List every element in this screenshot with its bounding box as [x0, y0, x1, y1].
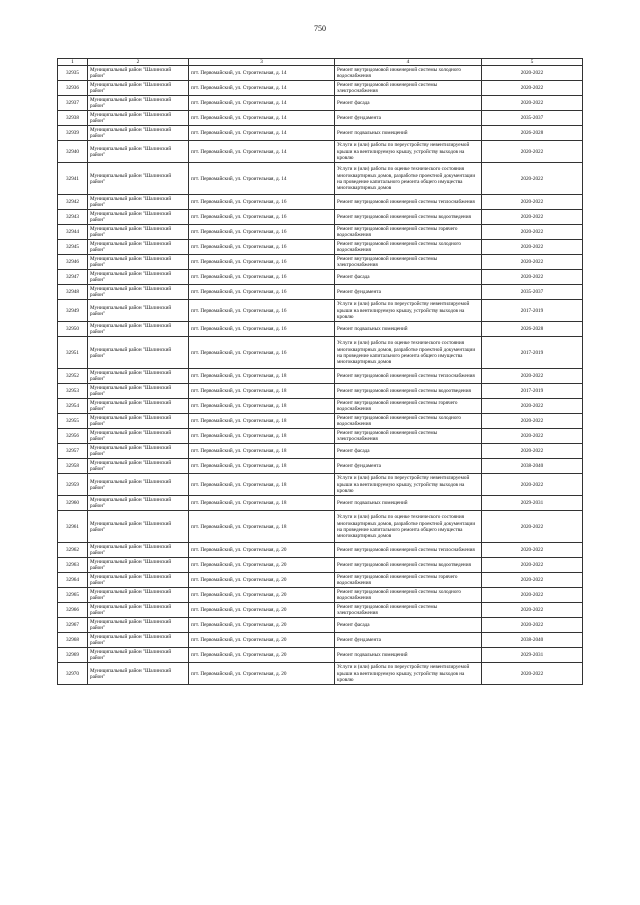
table-row [58, 225, 583, 240]
period-cell: 2020-2022 [482, 558, 583, 573]
work-type-cell: Услуги и (или) работы по переустройству невентилируемой крыши на вентилируемую крышу, устройству выходов на кровлю [335, 474, 482, 496]
work-type-cell: Услуги и (или) работы по оценке технического состояния многоквартирных домов, разработке проектной документации на проведение капитального ремонта общего имущества многоквартирных домов [335, 337, 482, 369]
period-cell: 2035-2037 [482, 285, 583, 300]
table-row [58, 444, 583, 459]
row-number-cell: 32966 [58, 603, 88, 618]
address-cell: пгт. Первомайский, ул. Строительная, д. 18 [189, 511, 335, 543]
table-row [58, 163, 583, 195]
municipality-cell: Муниципальный район "Шалинский район" [88, 384, 189, 399]
period-cell: 2020-2022 [482, 81, 583, 96]
work-type-cell: Ремонт внутридомовой инженерной системы электроснабжения [335, 255, 482, 270]
table-row [58, 474, 583, 496]
municipality-cell: Муниципальный район "Шалинский район" [88, 648, 189, 663]
period-cell: 2020-2022 [482, 588, 583, 603]
municipality-cell: Муниципальный район "Шалинский район" [88, 573, 189, 588]
address-cell: пгт. Первомайский, ул. Строительная, д. 14 [189, 81, 335, 96]
municipality-cell: Муниципальный район "Шалинский район" [88, 414, 189, 429]
row-number-cell: 32947 [58, 270, 88, 285]
table-row [58, 543, 583, 558]
municipality-cell: Муниципальный район "Шалинский район" [88, 663, 189, 685]
row-number-cell: 32964 [58, 573, 88, 588]
municipality-cell: Муниципальный район "Шалинский район" [88, 496, 189, 511]
municipality-cell: Муниципальный район "Шалинский район" [88, 270, 189, 285]
municipality-cell: Муниципальный район "Шалинский район" [88, 81, 189, 96]
table-row [58, 429, 583, 444]
table-row [58, 414, 583, 429]
municipality-cell: Муниципальный район "Шалинский район" [88, 66, 189, 81]
municipality-cell: Муниципальный район "Шалинский район" [88, 111, 189, 126]
table-row [58, 322, 583, 337]
work-type-cell: Услуги и (или) работы по переустройству невентилируемой крыши на вентилируемую крышу, устройству выходов на кровлю [335, 300, 482, 322]
period-cell: 2026-2028 [482, 126, 583, 141]
table-row [58, 195, 583, 210]
address-cell: пгт. Первомайский, ул. Строительная, д. 18 [189, 414, 335, 429]
row-number-cell: 32970 [58, 663, 88, 685]
address-cell: пгт. Первомайский, ул. Строительная, д. 18 [189, 474, 335, 496]
address-cell: пгт. Первомайский, ул. Строительная, д. 20 [189, 603, 335, 618]
municipality-cell: Муниципальный район "Шалинский район" [88, 543, 189, 558]
period-cell: 2020-2022 [482, 163, 583, 195]
address-cell: пгт. Первомайский, ул. Строительная, д. 16 [189, 337, 335, 369]
municipality-cell: Муниципальный район "Шалинский район" [88, 399, 189, 414]
address-cell: пгт. Первомайский, ул. Строительная, д. 20 [189, 633, 335, 648]
work-type-cell: Ремонт фундамента [335, 459, 482, 474]
work-type-cell: Ремонт подвальных помещений [335, 126, 482, 141]
table-row [58, 399, 583, 414]
period-cell: 2020-2022 [482, 255, 583, 270]
address-cell: пгт. Первомайский, ул. Строительная, д. 18 [189, 399, 335, 414]
address-cell: пгт. Первомайский, ул. Строительная, д. 14 [189, 96, 335, 111]
municipality-cell: Муниципальный район "Шалинский район" [88, 459, 189, 474]
address-cell: пгт. Первомайский, ул. Строительная, д. 20 [189, 648, 335, 663]
address-cell: пгт. Первомайский, ул. Строительная, д. 16 [189, 270, 335, 285]
period-cell: 2020-2022 [482, 663, 583, 685]
table-row [58, 633, 583, 648]
address-cell: пгт. Первомайский, ул. Строительная, д. 18 [189, 369, 335, 384]
page-number: 750 [314, 24, 326, 33]
address-cell: пгт. Первомайский, ул. Строительная, д. 16 [189, 255, 335, 270]
row-number-cell: 32944 [58, 225, 88, 240]
period-cell: 2020-2022 [482, 429, 583, 444]
column-header-1: 1 [58, 59, 88, 66]
period-cell: 2017-2019 [482, 384, 583, 399]
period-cell: 2035-2037 [482, 111, 583, 126]
address-cell: пгт. Первомайский, ул. Строительная, д. 18 [189, 384, 335, 399]
work-type-cell: Ремонт фасада [335, 444, 482, 459]
period-cell: 2020-2022 [482, 543, 583, 558]
work-type-cell: Ремонт внутридомовой инженерной системы водоотведения [335, 384, 482, 399]
period-cell: 2020-2022 [482, 603, 583, 618]
period-cell: 2020-2022 [482, 444, 583, 459]
work-type-cell: Ремонт внутридомовой инженерной системы электроснабжения [335, 81, 482, 96]
work-type-cell: Ремонт внутридомовой инженерной системы горячего водоснабжения [335, 225, 482, 240]
municipality-cell: Муниципальный район "Шалинский район" [88, 240, 189, 255]
municipality-cell: Муниципальный район "Шалинский район" [88, 558, 189, 573]
row-number-cell: 32963 [58, 558, 88, 573]
table-row [58, 459, 583, 474]
table-row [58, 111, 583, 126]
work-type-cell: Ремонт внутридомовой инженерной системы водоотведения [335, 558, 482, 573]
work-type-cell: Услуги и (или) работы по переустройству невентилируемой крыши на вентилируемую крышу, устройству выходов на кровлю [335, 663, 482, 685]
period-cell: 2020-2022 [482, 369, 583, 384]
period-cell: 2020-2022 [482, 618, 583, 633]
table-row [58, 663, 583, 685]
period-cell: 2020-2022 [482, 195, 583, 210]
municipality-cell: Муниципальный район "Шалинский район" [88, 322, 189, 337]
municipality-cell: Муниципальный район "Шалинский район" [88, 337, 189, 369]
work-type-cell: Услуги и (или) работы по оценке технического состояния многоквартирных домов, разработке проектной документации на проведение капитального ремонта общего имущества многоквартирных домов [335, 163, 482, 195]
table-row [58, 337, 583, 369]
row-number-cell: 32965 [58, 588, 88, 603]
municipality-cell: Муниципальный район "Шалинский район" [88, 588, 189, 603]
table-row [58, 618, 583, 633]
municipality-cell: Муниципальный район "Шалинский район" [88, 96, 189, 111]
municipality-cell: Муниципальный район "Шалинский район" [88, 633, 189, 648]
work-type-cell: Ремонт подвальных помещений [335, 322, 482, 337]
column-header-4: 4 [335, 59, 482, 66]
row-number-cell: 32953 [58, 384, 88, 399]
row-number-cell: 32954 [58, 399, 88, 414]
municipality-cell: Муниципальный район "Шалинский район" [88, 369, 189, 384]
municipality-cell: Муниципальный район "Шалинский район" [88, 603, 189, 618]
address-cell: пгт. Первомайский, ул. Строительная, д. 18 [189, 429, 335, 444]
table-row [58, 255, 583, 270]
table-row [58, 96, 583, 111]
work-type-cell: Ремонт внутридомовой инженерной системы электроснабжения [335, 603, 482, 618]
table-row [58, 240, 583, 255]
address-cell: пгт. Первомайский, ул. Строительная, д. 20 [189, 663, 335, 685]
table-row [58, 210, 583, 225]
row-number-cell: 32957 [58, 444, 88, 459]
address-cell: пгт. Первомайский, ул. Строительная, д. 20 [189, 588, 335, 603]
municipality-cell: Муниципальный район "Шалинский район" [88, 474, 189, 496]
row-number-cell: 32961 [58, 511, 88, 543]
column-header-2: 2 [88, 59, 189, 66]
period-cell: 2029-2031 [482, 496, 583, 511]
row-number-cell: 32956 [58, 429, 88, 444]
period-cell: 2020-2022 [482, 141, 583, 163]
table-body [58, 66, 583, 685]
period-cell: 2020-2022 [482, 511, 583, 543]
work-type-cell: Услуги и (или) работы по оценке технического состояния многоквартирных домов, разработке проектной документации на проведение капитального ремонта общего имущества многоквартирных домов [335, 511, 482, 543]
period-cell: 2029-2031 [482, 648, 583, 663]
period-cell: 2038-2040 [482, 633, 583, 648]
table-row [58, 300, 583, 322]
municipality-cell: Муниципальный район "Шалинский район" [88, 300, 189, 322]
period-cell: 2017-2019 [482, 337, 583, 369]
work-type-cell: Ремонт внутридомовой инженерной системы теплоснабжения [335, 195, 482, 210]
row-number-cell: 32940 [58, 141, 88, 163]
table-row [58, 369, 583, 384]
period-cell: 2020-2022 [482, 474, 583, 496]
address-cell: пгт. Первомайский, ул. Строительная, д. 16 [189, 285, 335, 300]
table-header-row [58, 59, 583, 66]
address-cell: пгт. Первомайский, ул. Строительная, д. 16 [189, 210, 335, 225]
work-type-cell: Ремонт внутридомовой инженерной системы холодного водоснабжения [335, 240, 482, 255]
row-number-cell: 32942 [58, 195, 88, 210]
row-number-cell: 32943 [58, 210, 88, 225]
work-type-cell: Ремонт внутридомовой инженерной системы горячего водоснабжения [335, 573, 482, 588]
row-number-cell: 32949 [58, 300, 88, 322]
address-cell: пгт. Первомайский, ул. Строительная, д. 20 [189, 618, 335, 633]
period-cell: 2020-2022 [482, 210, 583, 225]
address-cell: пгт. Первомайский, ул. Строительная, д. 20 [189, 573, 335, 588]
table-row [58, 384, 583, 399]
address-cell: пгт. Первомайский, ул. Строительная, д. 18 [189, 444, 335, 459]
table-row [58, 603, 583, 618]
row-number-cell: 32952 [58, 369, 88, 384]
work-type-cell: Ремонт подвальных помещений [335, 496, 482, 511]
municipality-cell: Муниципальный район "Шалинский район" [88, 444, 189, 459]
table-row [58, 141, 583, 163]
column-header-3: 3 [189, 59, 335, 66]
address-cell: пгт. Первомайский, ул. Строительная, д. 20 [189, 558, 335, 573]
row-number-cell: 32948 [58, 285, 88, 300]
address-cell: пгт. Первомайский, ул. Строительная, д. 16 [189, 225, 335, 240]
municipality-cell: Муниципальный район "Шалинский район" [88, 163, 189, 195]
address-cell: пгт. Первомайский, ул. Строительная, д. 18 [189, 459, 335, 474]
row-number-cell: 32969 [58, 648, 88, 663]
row-number-cell: 32959 [58, 474, 88, 496]
municipality-cell: Муниципальный район "Шалинский район" [88, 255, 189, 270]
table-row [58, 81, 583, 96]
row-number-cell: 32967 [58, 618, 88, 633]
work-type-cell: Ремонт внутридомовой инженерной системы теплоснабжения [335, 369, 482, 384]
row-number-cell: 32937 [58, 96, 88, 111]
period-cell: 2020-2022 [482, 270, 583, 285]
address-cell: пгт. Первомайский, ул. Строительная, д. 16 [189, 195, 335, 210]
table-row [58, 558, 583, 573]
work-type-cell: Ремонт внутридомовой инженерной системы холодного водоснабжения [335, 414, 482, 429]
municipality-cell: Муниципальный район "Шалинский район" [88, 429, 189, 444]
work-type-cell: Ремонт подвальных помещений [335, 648, 482, 663]
address-cell: пгт. Первомайский, ул. Строительная, д. 18 [189, 496, 335, 511]
row-number-cell: 32938 [58, 111, 88, 126]
work-type-cell: Ремонт фундамента [335, 633, 482, 648]
work-type-cell: Ремонт фасада [335, 96, 482, 111]
row-number-cell: 32939 [58, 126, 88, 141]
work-type-cell: Ремонт фасада [335, 270, 482, 285]
row-number-cell: 32935 [58, 66, 88, 81]
table-row [58, 270, 583, 285]
work-type-cell: Ремонт внутридомовой инженерной системы холодного водоснабжения [335, 66, 482, 81]
work-type-cell: Ремонт внутридомовой инженерной системы горячего водоснабжения [335, 399, 482, 414]
work-type-cell: Ремонт внутридомовой инженерной системы холодного водоснабжения [335, 588, 482, 603]
row-number-cell: 32941 [58, 163, 88, 195]
period-cell: 2020-2022 [482, 573, 583, 588]
row-number-cell: 32945 [58, 240, 88, 255]
period-cell: 2020-2022 [482, 414, 583, 429]
address-cell: пгт. Первомайский, ул. Строительная, д. 20 [189, 543, 335, 558]
period-cell: 2020-2022 [482, 399, 583, 414]
address-cell: пгт. Первомайский, ул. Строительная, д. 14 [189, 163, 335, 195]
table-row [58, 496, 583, 511]
work-type-cell: Ремонт фундамента [335, 285, 482, 300]
municipality-cell: Муниципальный район "Шалинский район" [88, 618, 189, 633]
period-cell: 2020-2022 [482, 240, 583, 255]
table-row [58, 285, 583, 300]
row-number-cell: 32962 [58, 543, 88, 558]
row-number-cell: 32955 [58, 414, 88, 429]
address-cell: пгт. Первомайский, ул. Строительная, д. 14 [189, 111, 335, 126]
municipality-cell: Муниципальный район "Шалинский район" [88, 141, 189, 163]
work-type-cell: Ремонт внутридомовой инженерной системы теплоснабжения [335, 543, 482, 558]
row-number-cell: 32936 [58, 81, 88, 96]
work-type-cell: Ремонт фундамента [335, 111, 482, 126]
table-row [58, 573, 583, 588]
period-cell: 2020-2022 [482, 96, 583, 111]
municipality-cell: Муниципальный район "Шалинский район" [88, 210, 189, 225]
address-cell: пгт. Первомайский, ул. Строительная, д. 16 [189, 240, 335, 255]
work-type-cell: Ремонт внутридомовой инженерной системы водоотведения [335, 210, 482, 225]
municipality-cell: Муниципальный район "Шалинский район" [88, 511, 189, 543]
period-cell: 2038-2040 [482, 459, 583, 474]
address-cell: пгт. Первомайский, ул. Строительная, д. 16 [189, 322, 335, 337]
period-cell: 2020-2022 [482, 225, 583, 240]
work-type-cell: Услуги и (или) работы по переустройству невентилируемой крыши на вентилируемую крышу, устройству выходов на кровлю [335, 141, 482, 163]
work-type-cell: Ремонт фасада [335, 618, 482, 633]
address-cell: пгт. Первомайский, ул. Строительная, д. 14 [189, 126, 335, 141]
municipality-cell: Муниципальный район "Шалинский район" [88, 126, 189, 141]
row-number-cell: 32958 [58, 459, 88, 474]
row-number-cell: 32960 [58, 496, 88, 511]
address-cell: пгт. Первомайский, ул. Строительная, д. 14 [189, 66, 335, 81]
period-cell: 2026-2028 [482, 322, 583, 337]
table-row [58, 66, 583, 81]
municipality-cell: Муниципальный район "Шалинский район" [88, 195, 189, 210]
municipality-cell: Муниципальный район "Шалинский район" [88, 225, 189, 240]
column-header-5: 5 [482, 59, 583, 66]
work-type-cell: Ремонт внутридомовой инженерной системы электроснабжения [335, 429, 482, 444]
table-row [58, 588, 583, 603]
works-register-table [57, 58, 583, 685]
table-row [58, 648, 583, 663]
address-cell: пгт. Первомайский, ул. Строительная, д. 16 [189, 300, 335, 322]
municipality-cell: Муниципальный район "Шалинский район" [88, 285, 189, 300]
row-number-cell: 32946 [58, 255, 88, 270]
period-cell: 2017-2019 [482, 300, 583, 322]
table-row [58, 511, 583, 543]
row-number-cell: 32968 [58, 633, 88, 648]
row-number-cell: 32950 [58, 322, 88, 337]
address-cell: пгт. Первомайский, ул. Строительная, д. 14 [189, 141, 335, 163]
row-number-cell: 32951 [58, 337, 88, 369]
period-cell: 2020-2022 [482, 66, 583, 81]
table-row [58, 126, 583, 141]
